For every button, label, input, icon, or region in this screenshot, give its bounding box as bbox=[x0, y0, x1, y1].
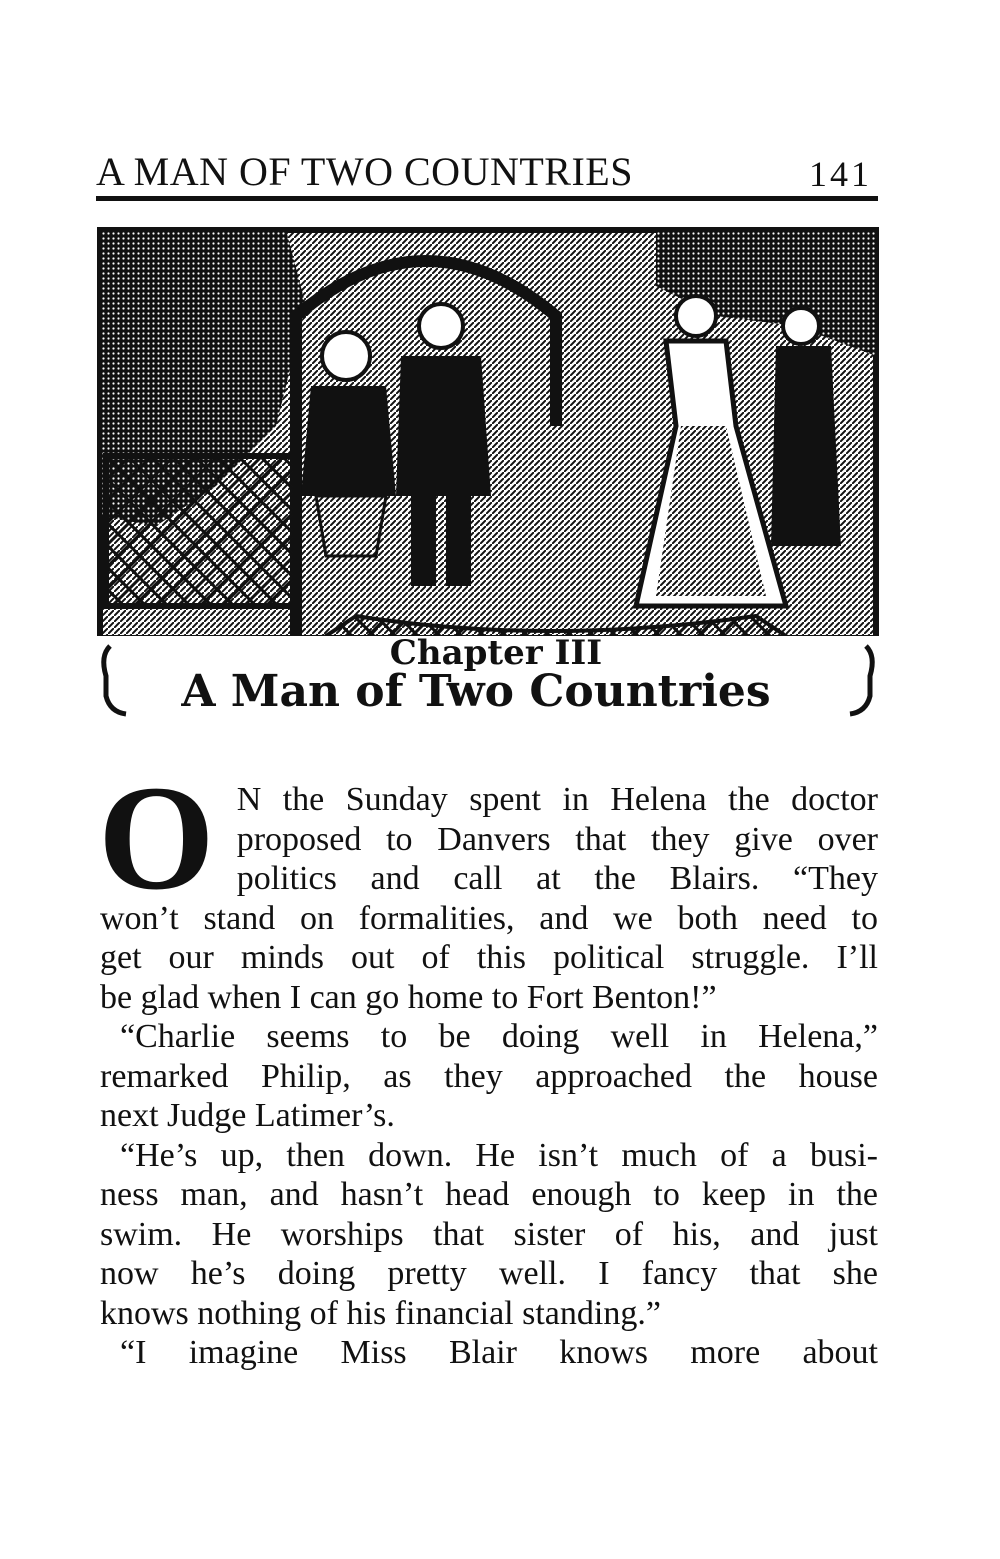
header-rule bbox=[96, 196, 878, 201]
text-line: swim. He worships that sister of his, and just bbox=[100, 1215, 878, 1253]
page-number: 141 bbox=[809, 154, 872, 194]
text-line: politics and call at the Blairs. “They bbox=[236, 860, 878, 897]
chapter-title: A Man of Two Countries bbox=[181, 666, 771, 717]
text-line: ness man, and hasn’t head enough to keep in the bbox=[100, 1176, 878, 1213]
chapter-illustration bbox=[96, 226, 880, 740]
text-line: remarked Philip, as they approached the house bbox=[100, 1057, 878, 1095]
text-line: “Charlie seems to be doing well in Helena,” bbox=[120, 1018, 878, 1055]
drop-cap: O bbox=[98, 755, 215, 921]
text-line: now he’s doing pretty well. I fancy that she bbox=[100, 1255, 878, 1292]
text-line: next Judge Latimer’s. bbox=[100, 1097, 395, 1134]
text-line: knows nothing of his financial standing.” bbox=[100, 1294, 661, 1332]
running-title: A MAN OF TWO COUNTRIES bbox=[96, 149, 633, 194]
text-line: N the Sunday spent in Helena the doctor bbox=[236, 781, 878, 818]
chapter-label: Chapter III bbox=[389, 633, 603, 673]
text-line: “I imagine Miss Blair knows more about bbox=[120, 1334, 878, 1371]
text-line: get our minds out of this political struggle. I’ll bbox=[100, 939, 878, 976]
text-line: “He’s up, then down. He isn’t much of a busi- bbox=[120, 1136, 878, 1174]
railing-left bbox=[106, 456, 296, 606]
text-line: proposed to Danvers that they give over bbox=[236, 820, 878, 858]
running-header bbox=[96, 150, 876, 194]
text-line: won’t stand on formalities, and we both need to bbox=[100, 899, 878, 937]
text-line: be glad when I can go home to Fort Benton!” bbox=[100, 978, 717, 1016]
body-text bbox=[98, 755, 878, 1373]
